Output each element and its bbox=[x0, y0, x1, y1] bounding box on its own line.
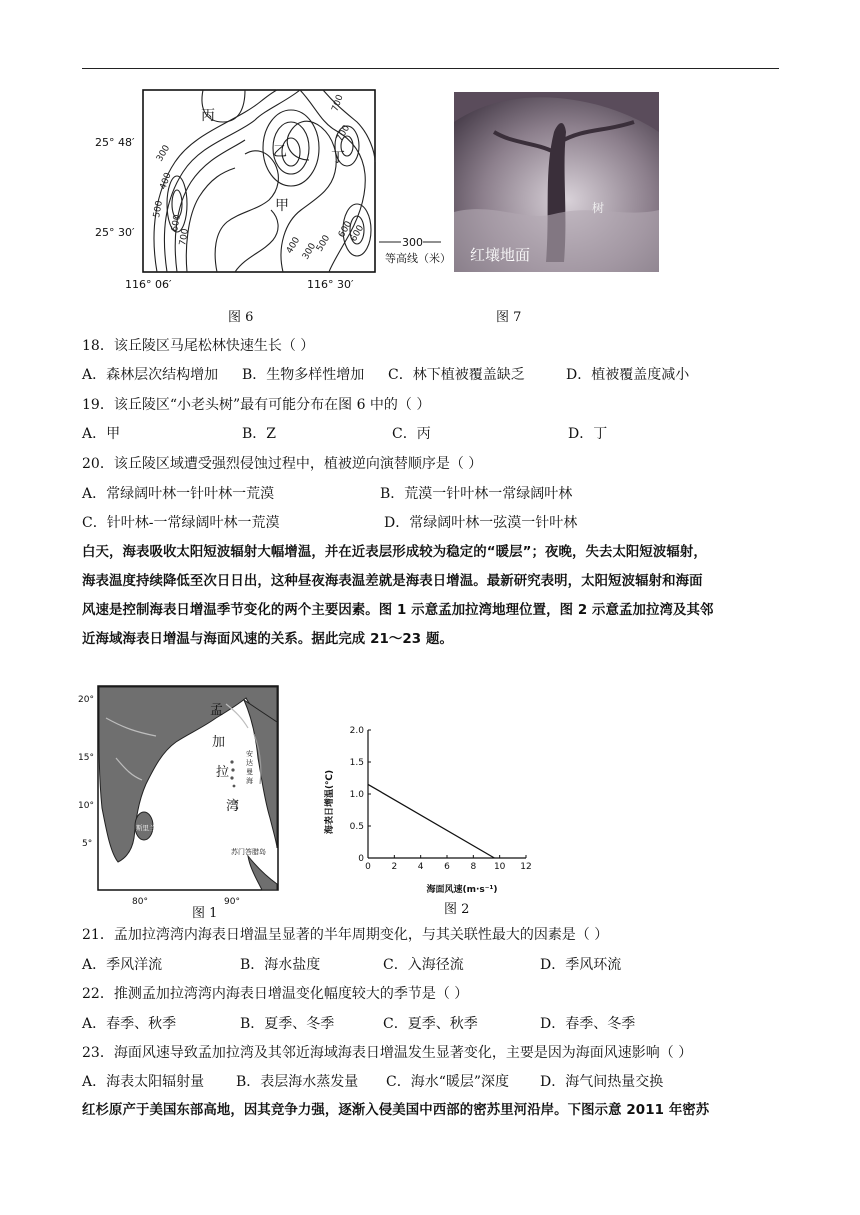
contour-label: 700 bbox=[330, 93, 346, 114]
y-axis-label: 海表日增温(℃) bbox=[325, 769, 335, 835]
latitude-label: 20° bbox=[78, 695, 94, 705]
figure-7-caption: 图 7 bbox=[496, 310, 522, 325]
x-tick-label: 12 bbox=[520, 862, 532, 872]
question-19-option-b: B．Z bbox=[242, 426, 277, 442]
question-19-option-d: D．丁 bbox=[568, 426, 608, 442]
y-tick-label: 0 bbox=[358, 854, 364, 864]
figure-6-caption: 图 6 bbox=[228, 310, 254, 325]
passage-line: 海表温度持续降低至次日日出，这种昼夜海表温差就是海表日增温。最新研究表明，太阳短波辐射和海面 bbox=[82, 574, 703, 589]
y-tick-label: 0.5 bbox=[349, 822, 364, 832]
y-tick-label: 1.5 bbox=[349, 758, 364, 768]
figure-6-contour-map bbox=[95, 82, 455, 322]
contour-label: 300 bbox=[154, 143, 173, 164]
photo-label-tree: 树 bbox=[592, 201, 605, 215]
question-18-option-a: A．森林层次结构增加 bbox=[82, 367, 219, 383]
contour-legend bbox=[379, 236, 451, 265]
question-20-option-d: D．常绿阔叶林一弦漠一针叶林 bbox=[384, 515, 578, 531]
question-23-option-d: D．海气间热量交换 bbox=[540, 1074, 664, 1090]
bay-label: 加 bbox=[212, 735, 226, 750]
passage-line: 近海域海表日增温与海面风速的关系。据此完成 21～23 题。 bbox=[82, 632, 453, 647]
question-20-option-c: C．针叶林-一常绿阔叶林一荒漠 bbox=[82, 515, 280, 531]
x-tick-label: 8 bbox=[470, 862, 477, 872]
chart-series bbox=[368, 784, 494, 858]
y-tick-label: 2.0 bbox=[349, 726, 364, 736]
contour-label: 700 bbox=[334, 123, 353, 144]
x-tick-label: 6 bbox=[444, 862, 450, 872]
sumatra-label: 苏门答腊岛 bbox=[231, 848, 266, 856]
question-23-option-c: C．海水“暖层”深度 bbox=[386, 1074, 510, 1090]
question-22-option-a: A．春季、秋季 bbox=[82, 1016, 177, 1032]
figure-1-caption: 图 1 bbox=[192, 906, 218, 921]
chart-axes bbox=[350, 726, 532, 872]
latitude-label: 15° bbox=[78, 753, 94, 763]
andaman-label: 安 bbox=[246, 750, 253, 758]
photo-label-ground: 红壤地面 bbox=[470, 246, 531, 264]
question-19-option-a: A．甲 bbox=[82, 426, 121, 442]
longitude-label: 116° 06′ bbox=[125, 278, 172, 291]
passage-line: 风速是控制海表日增温季节变化的两个主要因素。图 1 示意孟加拉湾地理位置，图 2 示意孟加拉湾及其邻 bbox=[82, 603, 714, 618]
place-label-ding: 丁 bbox=[331, 150, 345, 166]
contour-label: 500 bbox=[152, 199, 165, 219]
latitude-label: 5° bbox=[82, 839, 93, 849]
bay-label: 拉 bbox=[216, 765, 230, 780]
bay-label: 湾 bbox=[226, 799, 240, 814]
andaman-label: 海 bbox=[246, 777, 253, 785]
question-20-option-a: A．常绿阔叶林一针叶林一荒漠 bbox=[82, 486, 275, 502]
latitude-label: 25° 30′ bbox=[95, 226, 135, 239]
question-18-option-c: C．林下植被覆盖缺乏 bbox=[388, 367, 525, 383]
sri-lanka-label: 斯里兰卡 bbox=[136, 824, 162, 832]
passage-line: 红杉原产于美国东部高地，因其竞争力强，逐渐入侵美国中西部的密苏里河沿岸。下图示意 2011 年密苏 bbox=[82, 1103, 710, 1118]
latitude-label: 10° bbox=[78, 801, 94, 811]
question-20-stem: 20．该丘陵区域遭受强烈侵蚀过程中，植被逆向演替顺序是（ ） bbox=[82, 456, 483, 472]
place-label-yi: 乙 bbox=[273, 144, 287, 160]
figure-7-photo bbox=[454, 92, 659, 272]
question-21-option-b: B．海水盐度 bbox=[240, 957, 321, 973]
figure-1-bay-of-bengal-map bbox=[76, 658, 296, 920]
question-22-option-d: D．春季、冬季 bbox=[540, 1016, 636, 1032]
andaman-label: 曼 bbox=[246, 768, 253, 776]
question-22-option-c: C．夏季、秋季 bbox=[383, 1016, 478, 1032]
legend-label: 等高线（米） bbox=[385, 252, 451, 265]
series-line bbox=[368, 784, 494, 858]
x-tick-label: 0 bbox=[365, 862, 371, 872]
contour-label: 400 bbox=[158, 171, 174, 192]
question-21-stem: 21．孟加拉湾湾内海表日增温呈显著的半年周期变化，与其关联性最大的因素是（ ） bbox=[82, 927, 609, 943]
contour-label: 600 bbox=[170, 213, 183, 233]
question-19-option-c: C．丙 bbox=[392, 426, 431, 442]
place-label-bing: 丙 bbox=[201, 108, 215, 124]
x-tick-label: 4 bbox=[417, 862, 424, 872]
header-rule bbox=[82, 68, 779, 69]
question-19-stem: 19．该丘陵区“小老头树”最有可能分布在图 6 中的（ ） bbox=[82, 397, 431, 413]
question-22-stem: 22．推测孟加拉湾湾内海表日增温变化幅度较大的季节是（ ） bbox=[82, 986, 469, 1002]
x-tick-label: 2 bbox=[391, 862, 398, 872]
andaman-label: 达 bbox=[246, 759, 253, 767]
contour-label: 500 bbox=[314, 233, 333, 254]
contour-label: 700 bbox=[178, 227, 191, 247]
bay-label: 孟 bbox=[210, 703, 224, 718]
question-23-option-b: B．表层海水蒸发量 bbox=[236, 1074, 359, 1090]
place-label-jia: 甲 bbox=[275, 198, 289, 214]
contour-label: 400 bbox=[284, 235, 303, 256]
x-axis-label: 海面风速(m·s⁻¹) bbox=[426, 885, 498, 895]
question-18-stem: 18．该丘陵区马尾松林快速生长（ ） bbox=[82, 338, 315, 354]
question-18-option-d: D．植被覆盖度减小 bbox=[566, 367, 690, 383]
longitude-label: 90° bbox=[224, 897, 240, 907]
latitude-label: 25° 48′ bbox=[95, 136, 135, 149]
question-18-option-b: B．生物多样性增加 bbox=[242, 367, 365, 383]
figure-2-caption: 图 2 bbox=[444, 902, 470, 917]
x-tick-label: 10 bbox=[493, 862, 506, 872]
question-21-option-d: D．季风环流 bbox=[540, 957, 622, 973]
question-23-stem: 23．海面风速导致孟加拉湾及其邻近海域海表日增温发生显著变化，主要是因为海面风速影响（ ） bbox=[82, 1045, 693, 1061]
legend-value: 300 bbox=[402, 236, 423, 249]
question-21-option-a: A．季风洋流 bbox=[82, 957, 163, 973]
question-22-option-b: B．夏季、冬季 bbox=[240, 1016, 335, 1032]
contour-label: 300 bbox=[300, 241, 319, 262]
question-23-option-a: A．海表太阳辐射量 bbox=[82, 1074, 205, 1090]
y-tick-label: 1.0 bbox=[349, 790, 364, 800]
longitude-label: 116° 30′ bbox=[307, 278, 354, 291]
passage-line: 白天，海表吸收太阳短波辐射大幅增温，并在近表层形成较为稳定的“暖层”；夜晚，失去太阳短波辐射， bbox=[82, 545, 707, 560]
contour-label: 600 bbox=[336, 219, 355, 240]
question-21-option-c: C．入海径流 bbox=[383, 957, 464, 973]
contour-label: 600 bbox=[348, 223, 367, 244]
question-20-option-b: B．荒漠一针叶林一常绿阔叶林 bbox=[380, 486, 573, 502]
figure-2-line-chart bbox=[310, 716, 540, 896]
longitude-label: 80° bbox=[132, 897, 148, 907]
